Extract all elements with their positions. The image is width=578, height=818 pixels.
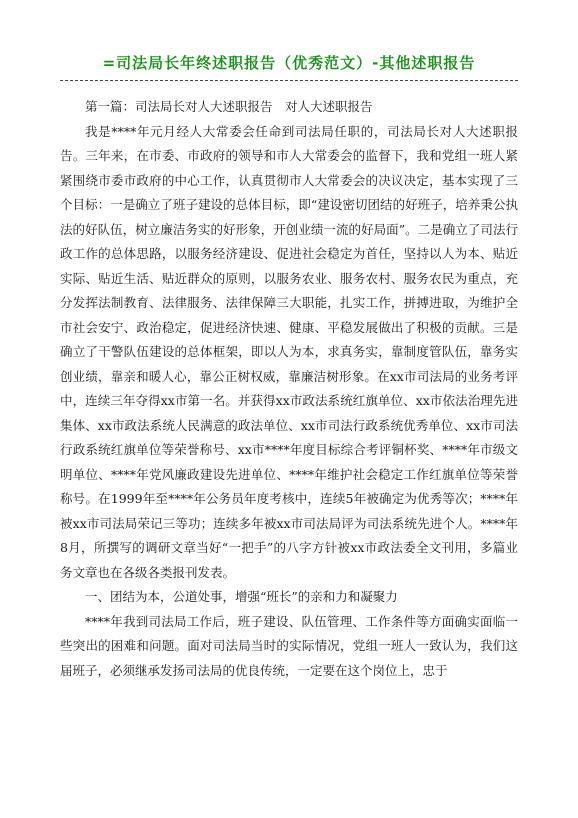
title-divider (60, 80, 518, 81)
document-body (60, 95, 518, 683)
section-heading-1: 一、团结为本，公道处事，增强“班长”的亲和力和凝聚力 (85, 589, 398, 604)
chapter-heading: 第一篇：司法局长对人大述职报告 对人大述职报告 (85, 99, 373, 114)
body-paragraph-2: ****年我到司法局工作后，班子建设、队伍管理、工作条件等方面确实面临一些突出的困难和问题。面对司法局当时的实际情况，党组一班人一致认为，我们这届班子，必须继承发扬司法局的优良传统，一定要在这个岗位上，忠于 (60, 613, 518, 678)
document-title: =司法局长年终述职报告（优秀范文）-其他述职报告 (102, 54, 476, 72)
body-paragraph-1: 我是****年元月经人大常委会任命到司法局任职的，司法局长对人大述职报告。三年来，在市委、市政府的领导和市人大常委会的监督下，我和党组一班人紧紧围绕市委市政府的中心工作，认真贯彻市人大常委会的决议决定，基本实现了三个目标：一是确立了班子建设的总体目标，即“建设密切团结的好班子，培养秉公执法的好队伍，树立廉洁务实的好形象，开创业绩一流的好局面”。二是确立了司法行政工作的总体思路，以服务经济建设、促进社会稳定为首任，坚持以人为本、贴近实际、贴近生活、贴近群众的原则，以服务农业、服务农村、服务农民为重点，充分发挥法制教育、法律服务、法律保障三大职能，扎实工作，拼搏进取，为维护全市社会安宁、政治稳定，促进经济快速、健康、平稳发展做出了积极的贡献。三是确立了干警队伍建设的总体框架，即以人为本，求真务实，靠制度管队伍，靠务实创业绩，靠亲和暖人心，靠公正树权威，靠廉洁树形象。在xx市司法局的业务考评中，连续三年夺得xx市第一名。并获得xx市政法系统红旗单位、xx市依法治理先进集体、xx市政法系统人民满意的政法单位、xx市司法行政系统优秀单位、xx市司法行政系统红旗单位等荣誉称号、xx市****年度目标综合考评铜杯奖、****年市级文明单位、****年党风廉政建设先进单位、****年维护社会稳定工作红旗单位等荣誉称号。在1999年至****年公务员年度考核中，连续5年被确定为优秀等次；****年被xx市司法局荣记三等功；连续多年被xx市司法局评为司法系统先进个人。****年8月，所撰写的调研文章当好“一把手”的八字方针被xx市政法委全文刊用，多篇业务文章也在各级各类报刊发表。 (60, 123, 518, 580)
